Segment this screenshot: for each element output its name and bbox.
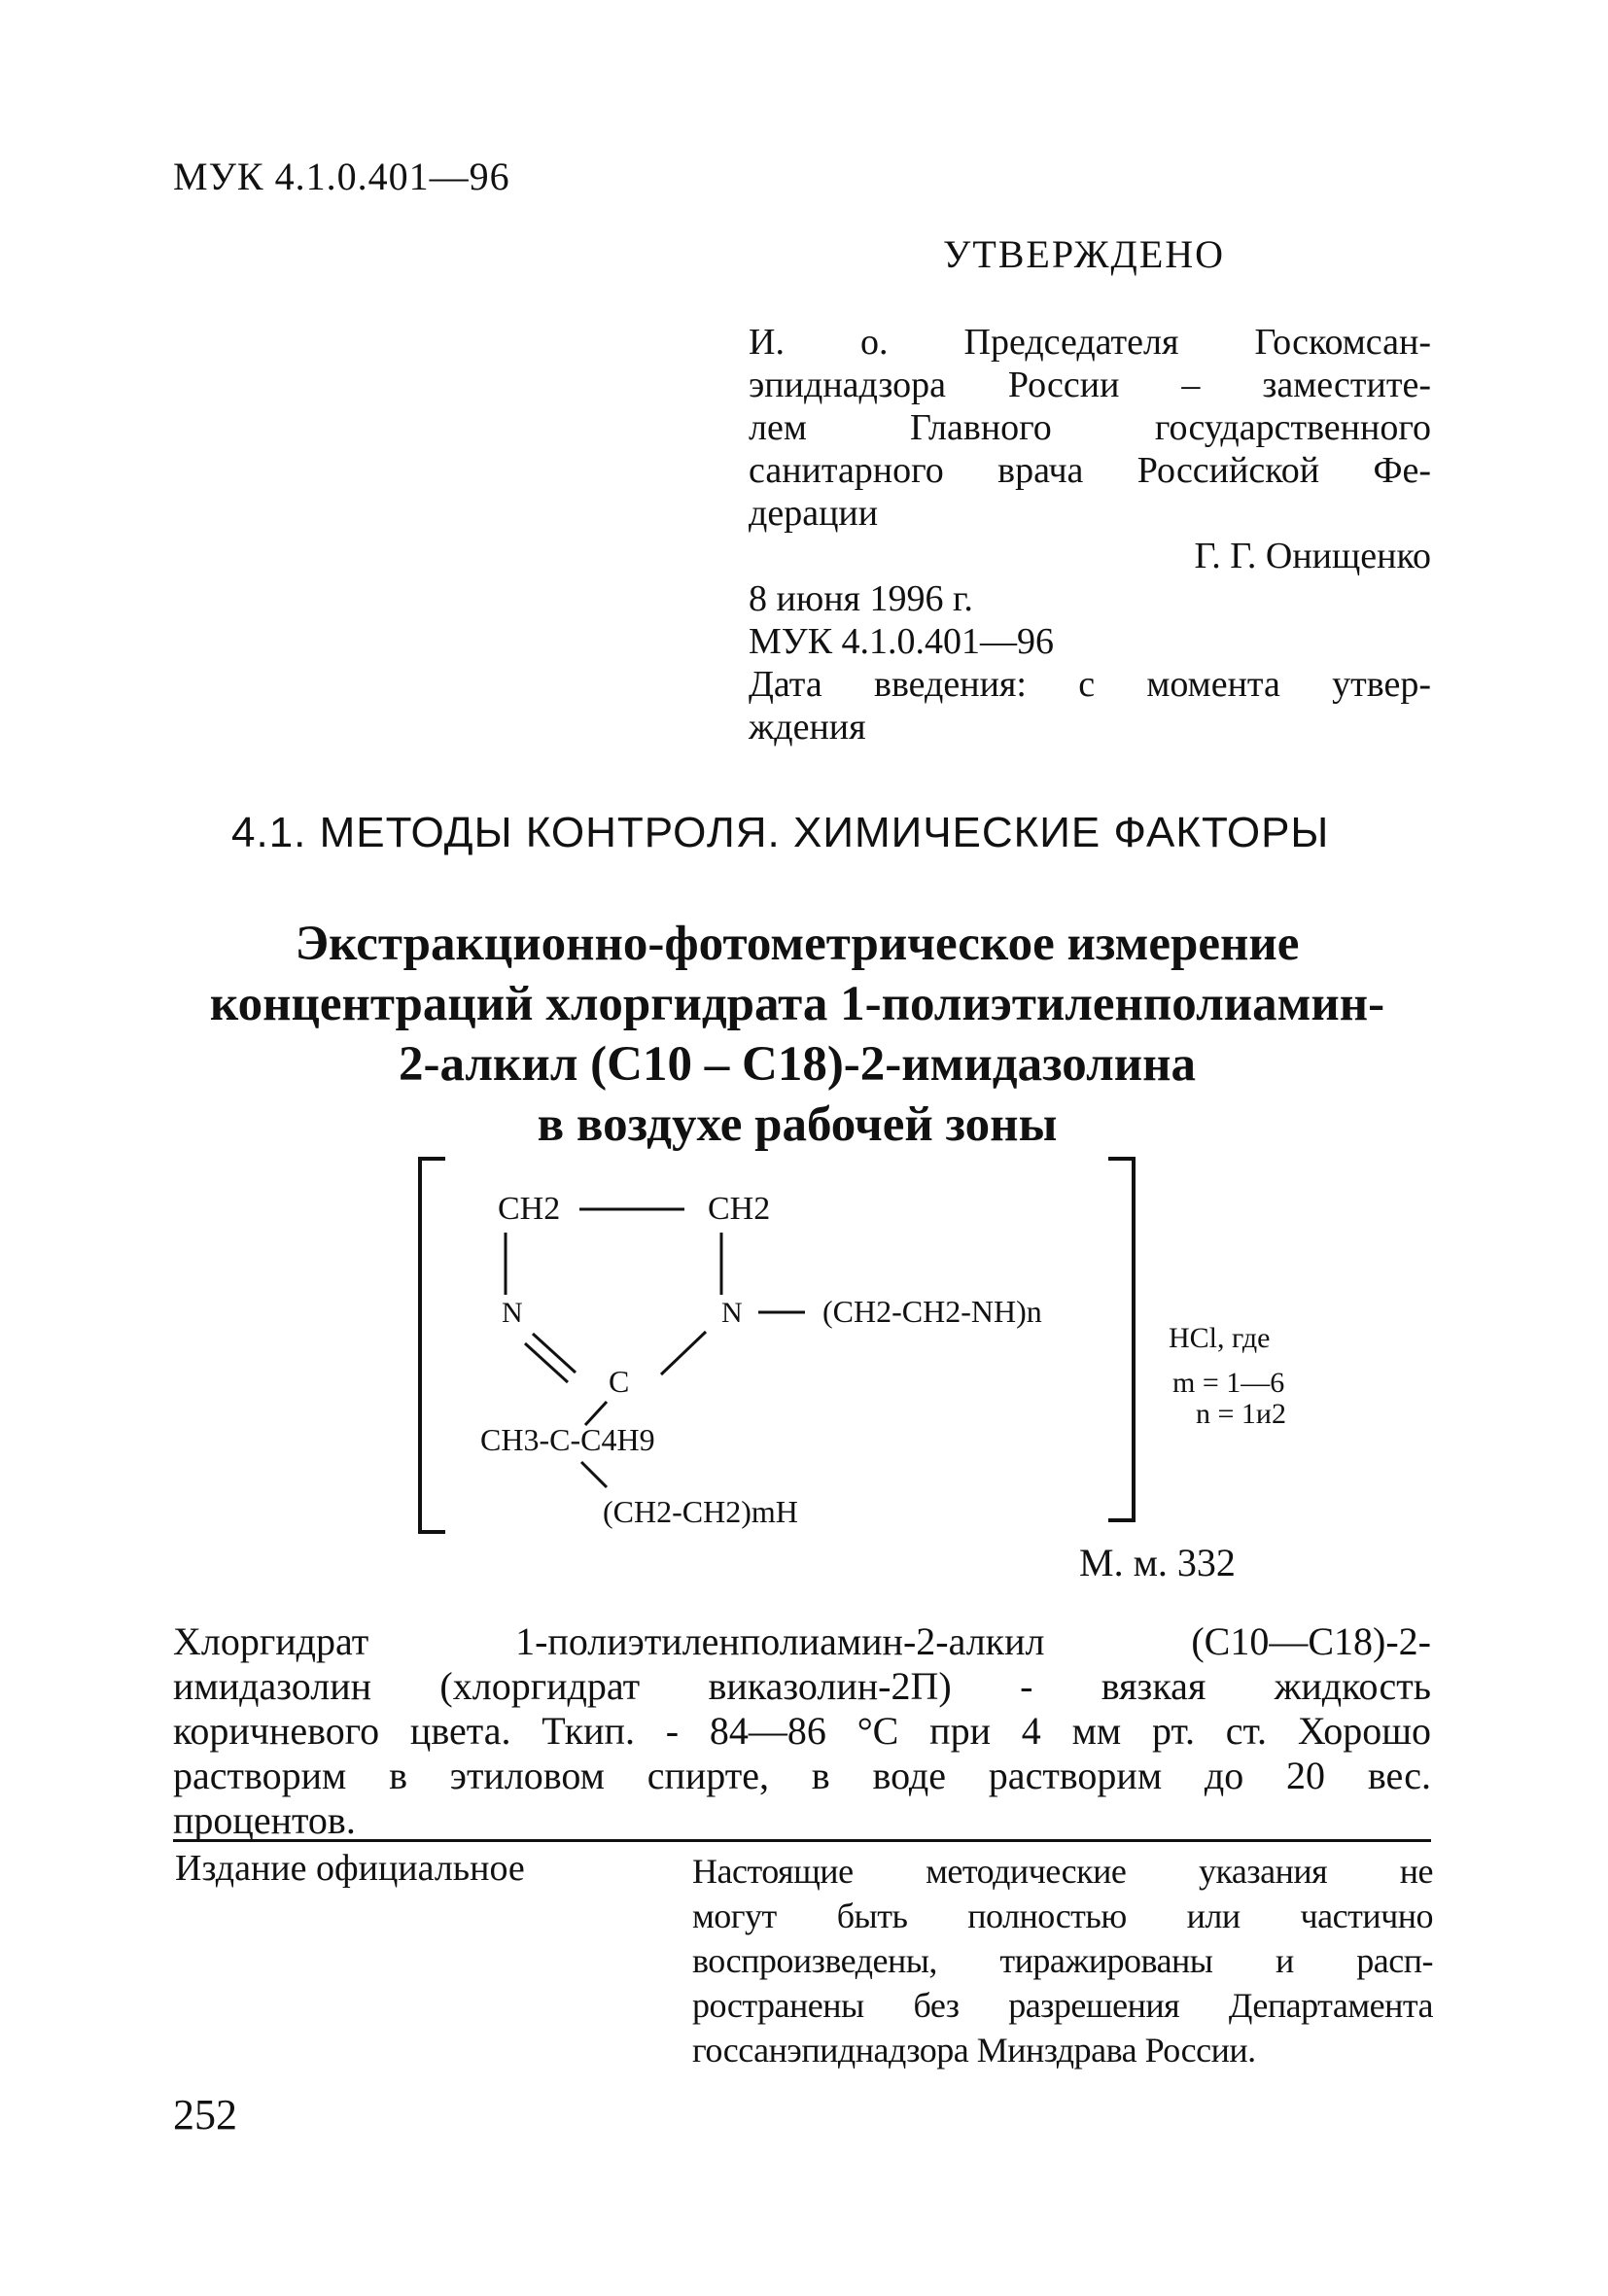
notice-line: госсанэпиднадзора Минздрава России. (692, 2031, 1256, 2070)
footer-divider (173, 1839, 1431, 1842)
approval-line: И. о. Председателя Госкомсан- (749, 322, 1431, 363)
notice-line: Настоящие методические указания не (692, 1852, 1433, 1891)
approval-line: лем Главного государственного (749, 407, 1431, 448)
approval-heading: УТВЕРЖДЕНО (943, 232, 1226, 276)
substituent-label: CH3-C-C4H9 (480, 1422, 655, 1457)
n-left-label: N (502, 1297, 523, 1329)
hcl-label: HCl, где (1169, 1322, 1271, 1354)
official-edition-label: Издание официальное (175, 1848, 525, 1889)
title-line: Экстракционно-фотометрическое измерение (295, 917, 1300, 971)
description-line: растворим в этиловом спирте, в воде растворим до 20 вес. (173, 1754, 1431, 1797)
c-center-label: C (609, 1364, 630, 1399)
approval-line: санитарного врача Российской Фе- (749, 450, 1431, 491)
notice-line: ространены без разрешения Департамента (692, 1986, 1433, 2025)
chain-label: (CH2-CH2-NH)n (822, 1294, 1042, 1329)
title-line: в воздухе рабочей зоны (537, 1097, 1058, 1152)
approval-date: 8 июня 1996 г. (749, 578, 973, 619)
document-title (165, 914, 1429, 1155)
section-heading: 4.1. МЕТОДЫ КОНТРОЛЯ. ХИМИЧЕСКИЕ ФАКТОРЫ (231, 809, 1330, 856)
c-n-bond (661, 1332, 706, 1374)
description-line: коричневого цвета. Ткип. - 84—86 °С при 4 мм рт. ст. Хорошо (173, 1709, 1431, 1753)
tail-label: (CH2-CH2)mH (603, 1494, 798, 1529)
notice-line: могут быть полностью или частично (692, 1896, 1433, 1935)
introduction-date-line: Дата введения: с момента утвер- (749, 664, 1431, 705)
approval-signatory: Г. Г. Онищенко (1194, 536, 1431, 576)
approval-line: эпиднадзора России – заместите- (749, 365, 1431, 405)
document-code: МУК 4.1.0.401—96 (173, 155, 510, 198)
title-line: концентраций хлоргидрата 1-полиэтиленполиамин- (209, 977, 1385, 1031)
notice-line: воспроизведены, тиражированы и расп- (692, 1941, 1433, 1980)
introduction-date-line: ждения (749, 707, 866, 748)
double-bond-b (525, 1343, 568, 1382)
copyright-notice (692, 1849, 1433, 2072)
right-bracket (1108, 1159, 1134, 1520)
molar-mass: М. м. 332 (1079, 1541, 1236, 1584)
description-line: имидазолин (хлоргидрат виказолин-2П) - вязкая жидкость (173, 1664, 1431, 1708)
structural-formula (0, 1128, 1608, 1565)
left-bracket (420, 1159, 445, 1532)
description-paragraph (173, 1619, 1431, 1843)
tail-bond (581, 1462, 607, 1487)
n-range-label: n = 1и2 (1196, 1398, 1286, 1430)
approval-block (749, 321, 1431, 748)
approval-code: МУК 4.1.0.401—96 (749, 621, 1055, 662)
ch2-right-label: CH2 (708, 1191, 771, 1227)
approval-line: дерации (749, 493, 879, 534)
description-line: процентов. (173, 1798, 356, 1842)
title-line: 2-алкил (С10 – С18)-2-имидазолина (399, 1037, 1196, 1092)
n-right-label: N (721, 1297, 743, 1329)
ch2-left-label: CH2 (498, 1191, 561, 1227)
page-number: 252 (173, 2091, 237, 2139)
m-range-label: m = 1—6 (1172, 1367, 1285, 1399)
description-line: Хлоргидрат 1-полиэтиленполиамин-2-алкил (С10—С18)-2- (173, 1619, 1431, 1663)
double-bond-a (533, 1334, 576, 1373)
